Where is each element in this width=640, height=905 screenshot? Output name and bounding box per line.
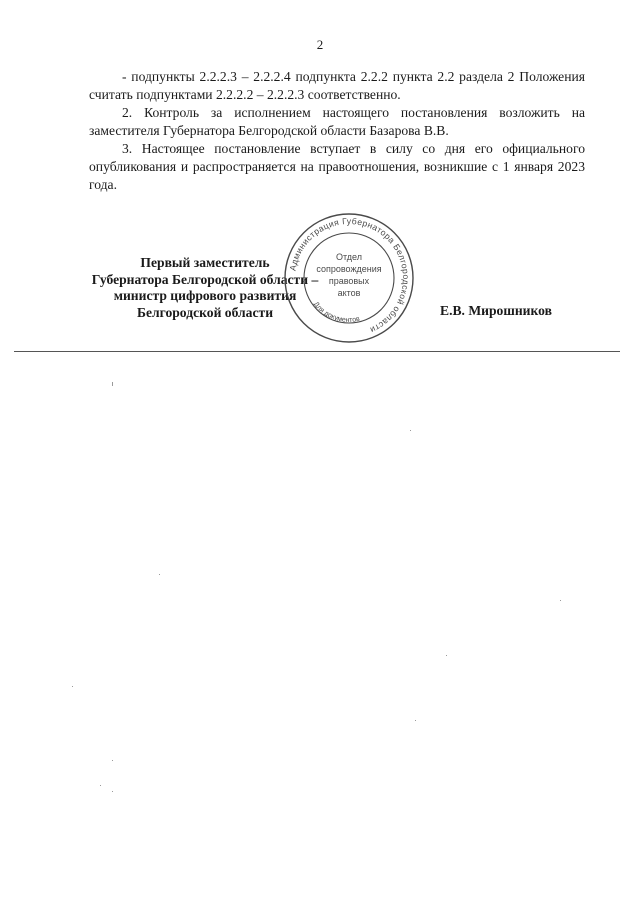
stamp-center-line: сопровождения <box>316 264 382 274</box>
page-divider <box>14 351 620 352</box>
page-number: 2 <box>316 37 324 52</box>
stamp-center-line: актов <box>337 288 361 298</box>
paragraph: 2. Контроль за исполнением настоящего постановления возложить на заместителя Губернатора Белгородской области Базарова В.В. <box>89 105 585 138</box>
scan-speck <box>446 655 447 656</box>
stamp-center-line: Отдел <box>335 252 363 262</box>
scan-speck <box>72 686 73 687</box>
official-stamp <box>283 212 415 344</box>
scan-speck <box>415 720 416 721</box>
stamp-center-line: правовых <box>328 276 370 286</box>
scan-speck <box>100 785 101 786</box>
signatory-position-line: Первый заместитель <box>140 255 270 270</box>
scan-speck <box>112 760 113 761</box>
paragraph: 3. Настоящее постановление вступает в силу со дня его официального опубликования и распространяется на правоотношения, возникшие с 1 января 2023 года. <box>89 141 585 192</box>
signatory-position-line: Белгородской области <box>136 304 274 320</box>
scan-speck <box>560 600 561 601</box>
stamp-bottom-text: Для документов <box>311 300 361 325</box>
signatory-position-line: министр цифрового развития <box>113 288 297 303</box>
scan-speck <box>410 430 411 431</box>
scan-speck <box>112 382 113 386</box>
document-body <box>89 68 585 194</box>
scan-speck <box>159 574 160 575</box>
scan-speck <box>112 791 113 792</box>
signatory-name: Е.В. Мирошников <box>440 303 552 318</box>
signatory-position-line: Губернатора Белгородской области – <box>91 271 319 287</box>
stamp-ring-text: Администрация Губернатора Белгородской области <box>287 215 412 336</box>
paragraph: - подпункты 2.2.2.3 – 2.2.2.4 подпункта 2.2.2 пункта 2.2 раздела 2 Положения считать подпунктами 2.2.2.2 – 2.2.2.3 соответственно. <box>89 69 585 102</box>
